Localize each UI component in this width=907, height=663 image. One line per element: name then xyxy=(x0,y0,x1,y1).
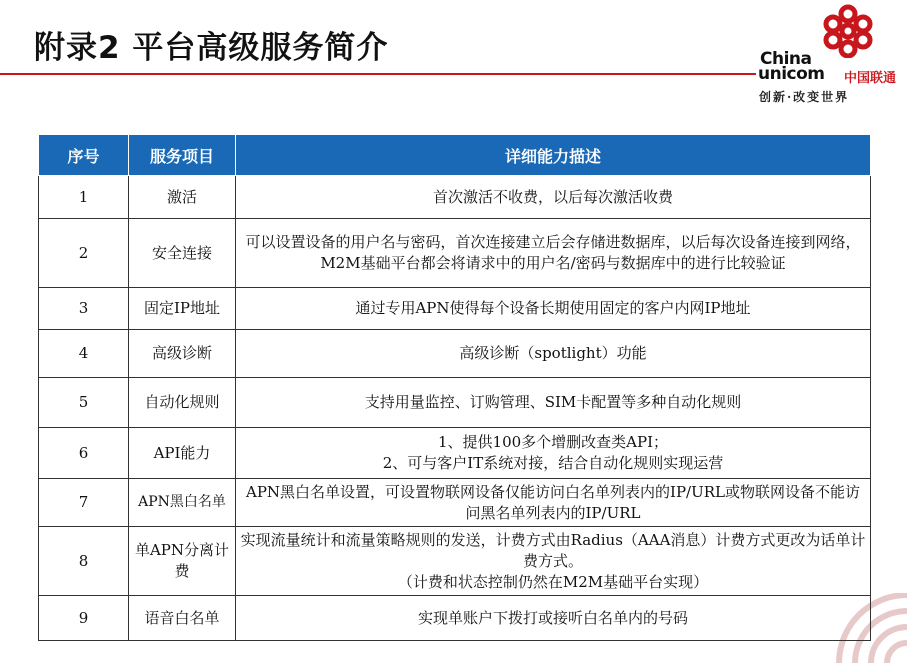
row-description xyxy=(236,378,871,428)
row-service: 自动化规则 xyxy=(129,378,236,428)
row-description xyxy=(236,479,871,527)
desc-line: 通过专用APN使得每个设备长期使用固定的客户内网IP地址 xyxy=(355,299,751,317)
row-number: 8 xyxy=(39,527,129,596)
row-description xyxy=(236,176,871,219)
row-description xyxy=(236,219,871,288)
row-number: 1 xyxy=(39,176,129,219)
row-number: 2 xyxy=(39,219,129,288)
row-description xyxy=(236,428,871,479)
table-row xyxy=(39,479,871,527)
row-number: 5 xyxy=(39,378,129,428)
col-header-desc: 详细能力描述 xyxy=(236,135,871,176)
row-description xyxy=(236,596,871,641)
row-description xyxy=(236,527,871,596)
row-number: 7 xyxy=(39,479,129,527)
row-service: 语音白名单 xyxy=(129,596,236,641)
table-row xyxy=(39,288,871,330)
row-service: 单APN分离计费 xyxy=(129,527,236,596)
service-table xyxy=(38,134,871,641)
row-service: 安全连接 xyxy=(129,219,236,288)
china-unicom-logo xyxy=(758,4,907,104)
desc-line: 可以设置设备的用户名与密码，首次连接建立后会存储进数据库，以后每次设备连接到网络，M2M基础平台都会将请求中的用户名/密码与数据库中的进行比较验证 xyxy=(245,233,861,272)
table-row xyxy=(39,176,871,219)
table-row xyxy=(39,219,871,288)
desc-line: 1、提供100多个增删改查类API； xyxy=(437,433,669,451)
col-header-item: 服务项目 xyxy=(129,135,236,176)
logo-text-china: China xyxy=(760,49,812,69)
desc-line: （计费和状态控制仍然在M2M基础平台实现） xyxy=(397,572,709,591)
unicom-knot-icon xyxy=(816,4,880,58)
row-number: 4 xyxy=(39,330,129,378)
logo-text-cn: 中国联通 xyxy=(844,71,897,86)
desc-line: 实现流量统计和流量策略规则的发送，计费方式由Radius（AAA消息）计费方式更改为话单计费方式。 xyxy=(240,530,866,570)
row-number: 3 xyxy=(39,288,129,330)
table-row xyxy=(39,378,871,428)
desc-line: 首次激活不收费，以后每次激活收费 xyxy=(432,187,673,206)
row-number: 9 xyxy=(39,596,129,641)
desc-line: 实现单账户下拨打或接听白名单内的号码 xyxy=(417,608,688,627)
desc-line: 2、可与客户IT系统对接，结合自动化规则实现运营 xyxy=(382,454,724,472)
table-row xyxy=(39,330,871,378)
row-description xyxy=(236,330,871,378)
table-row xyxy=(39,428,871,479)
col-header-no: 序号 xyxy=(39,135,129,176)
logo-text-unicom: unicom xyxy=(758,64,825,84)
logo-slogan: 创新·改变世界 xyxy=(759,90,850,104)
table-row xyxy=(39,527,871,596)
row-service: 高级诊断 xyxy=(129,330,236,378)
row-service: 激活 xyxy=(129,176,236,219)
row-number: 6 xyxy=(39,428,129,479)
title-divider xyxy=(0,73,756,75)
row-service: 固定IP地址 xyxy=(129,288,236,330)
table-row xyxy=(39,596,871,641)
desc-line: 支持用量监控、订购管理、SIM卡配置等多种自动化规则 xyxy=(364,393,742,411)
row-service: APN黑白名单 xyxy=(129,479,236,527)
table-header-row xyxy=(39,135,871,176)
desc-line: APN黑白名单设置，可设置物联网设备仅能访问白名单列表内的IP/URL或物联网设备不能访问黑名单列表内的IP/URL xyxy=(245,482,861,522)
row-description xyxy=(236,288,871,330)
page-title: 附录2 平台高级服务简介 xyxy=(34,30,389,66)
desc-line: 高级诊断（spotlight）功能 xyxy=(459,344,647,362)
row-service: API能力 xyxy=(129,428,236,479)
